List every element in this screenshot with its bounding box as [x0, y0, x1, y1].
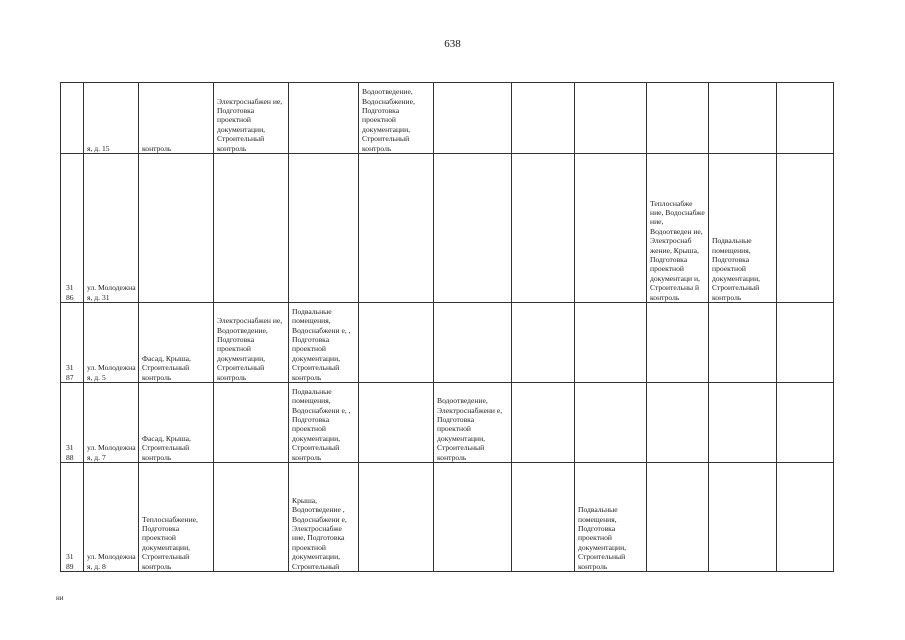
address-cell: ул. Молодежна я, д. 8: [84, 463, 139, 572]
table-cell: [575, 383, 647, 463]
table-cell: [777, 83, 834, 154]
table-cell: [709, 303, 777, 383]
address-cell: ул. Молодежна я, д. 5: [84, 303, 139, 383]
table-cell: [359, 383, 434, 463]
table-cell: [777, 463, 834, 572]
table-cell: Крыша, Водоотведение , Водоснабжени е, Электроснабже ние, Подготовка проектной документации, Строительный: [289, 463, 359, 572]
table-cell: [512, 83, 575, 154]
table-cell: [512, 154, 575, 303]
table-cell: Теплоснабжение, Подготовка проектной документации, Строительный контроль: [139, 463, 214, 572]
row-number: 31 88: [61, 383, 84, 463]
page-number: 638: [444, 38, 461, 50]
table-cell: [777, 154, 834, 303]
row-number: [61, 83, 84, 154]
table-row: [61, 154, 834, 303]
table-cell: Фасад, Крыша, Строительный контроль: [139, 383, 214, 463]
table-cell: Водоотведение, Электроснабжени е, Подготовка проектной документации, Строительный контроль: [434, 383, 512, 463]
table-cell: [575, 303, 647, 383]
table-cell: [777, 383, 834, 463]
table-cell: [512, 383, 575, 463]
table-cell: [289, 154, 359, 303]
table-cell: [434, 154, 512, 303]
table-row: [61, 83, 834, 154]
table-cell: Теплоснабже ние, Водоснабже ние, Водоотведен ие, Электроснаб жение, Крыша, Подготовка проектной документаци и, Строительны й контроль: [647, 154, 709, 303]
table-cell: [777, 303, 834, 383]
table-cell: Электроснабжен ие, Водоотведение, Подготовка проектной документации, Строительный контроль: [214, 303, 289, 383]
table-cell: [359, 303, 434, 383]
table-row: [61, 303, 834, 383]
table-cell: Водоотведение, Водоснабжение, Подготовка проектной документации, Строительный контроль: [359, 83, 434, 154]
row-number: 31 89: [61, 463, 84, 572]
table-cell: [647, 83, 709, 154]
table-cell: контроль: [139, 83, 214, 154]
table-cell: [575, 154, 647, 303]
table-cell: [709, 83, 777, 154]
table-cell: [512, 463, 575, 572]
table-cell: Электроснабжен ие, Подготовка проектной документации, Строительный контроль: [214, 83, 289, 154]
repair-schedule-table: [60, 82, 834, 572]
table-cell: [647, 303, 709, 383]
table-cell: [359, 154, 434, 303]
table-cell: [647, 463, 709, 572]
table-cell: [434, 83, 512, 154]
table-row: [61, 383, 834, 463]
table-cell: [139, 154, 214, 303]
table-cell: [709, 383, 777, 463]
address-cell: ул. Молодежна я, д. 31: [84, 154, 139, 303]
footer-text: ни: [56, 594, 64, 602]
table-cell: Подвальные помещения, Водоснабжени е, , Подготовка проектной документации, Строительный контроль: [289, 303, 359, 383]
table-cell: [359, 463, 434, 572]
table-cell: Подвальные помещения, Водоснабжени е, , Подготовка проектной документации, Строительный контроль: [289, 383, 359, 463]
address-cell: ул. Молодежна я, д. 7: [84, 383, 139, 463]
table-cell: [709, 463, 777, 572]
table-cell: Подвальные помещения, Подготовка проектной документации, Строительный контроль: [709, 154, 777, 303]
table-cell: [647, 383, 709, 463]
table-row: [61, 463, 834, 572]
row-number: 31 86: [61, 154, 84, 303]
table-cell: Подвальные помещения, Подготовка проектной документации, Строительный контроль: [575, 463, 647, 572]
address-cell: я, д. 15: [84, 83, 139, 154]
table-cell: [434, 463, 512, 572]
table-cell: [289, 83, 359, 154]
table-cell: [575, 83, 647, 154]
table-cell: [214, 383, 289, 463]
row-number: 31 87: [61, 303, 84, 383]
table-cell: [512, 303, 575, 383]
table-cell: [214, 463, 289, 572]
table-cell: Фасад, Крыша, Строительный контроль: [139, 303, 214, 383]
table-cell: [214, 154, 289, 303]
table-cell: [434, 303, 512, 383]
